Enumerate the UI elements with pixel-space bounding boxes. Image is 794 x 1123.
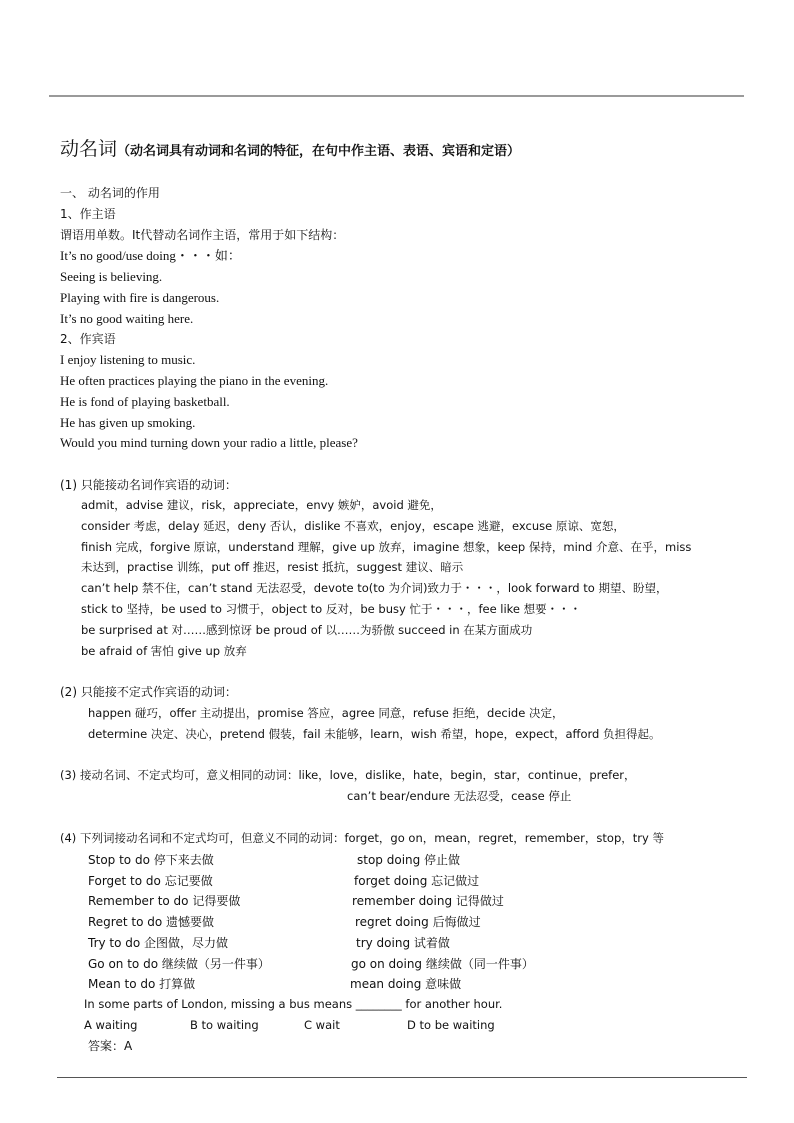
list-3-heading: (3) 接动名词、不定式均可，意义相同的动词：like，love，dislike，hate，begin，star，continue，prefer， — [60, 768, 636, 782]
pair-right: regret doing 后悔做过 — [355, 915, 481, 929]
example-line: Would you mind turning down your radio a little, please? — [60, 435, 358, 450]
option-c: C wait — [304, 1018, 340, 1032]
option-b: B to waiting — [190, 1018, 259, 1032]
list-2-line: happen 碰巧，offer 主动提出，promise 答应，agree 同意，refuse 拒绝，decide 决定， — [88, 706, 564, 720]
list-1-line: be surprised at 对……感到惊讶 be proud of 以……为骄傲 succeed in 在某方面成功 — [81, 623, 533, 637]
list-1-line: 未达到，practise 训练，put off 推迟，resist 抵抗，suggest 建议、暗示 — [81, 560, 464, 574]
pair-left: Try to do 企图做，尽力做 — [88, 936, 229, 950]
pair-left: Stop to do 停下来去做 — [88, 853, 214, 867]
title-subtitle: （动名词具有动词和名词的特征，在句中作主语、表语、宾语和定语） — [117, 144, 521, 159]
pair-left: Remember to do 记得要做 — [88, 894, 241, 908]
example-line: He is fond of playing basketball. — [60, 394, 230, 409]
list-4-heading: (4) 下列词接动名词和不定式均可，但意义不同的动词：forget，go on，mean，regret，remember，stop，try 等 — [60, 831, 664, 845]
option-a: A waiting — [84, 1018, 138, 1032]
footer-rule — [57, 1077, 747, 1078]
list-1-line: stick to 坚持，be used to 习惯于，object to 反对，be busy 忙于・・・，fee like 想要・・・ — [81, 602, 582, 616]
example-line: Seeing is believing. — [60, 269, 163, 284]
pair-right: forget doing 忘记做过 — [354, 874, 480, 888]
pair-left: Forget to do 忘记要做 — [88, 874, 213, 888]
pair-right: stop doing 停止做 — [357, 853, 461, 867]
example-line: He has given up smoking. — [60, 415, 196, 430]
list-2-line: determine 决定、决心，pretend 假装，fail 未能够，learn，wish 希望，hope，expect，afford 负担得起。 — [88, 727, 661, 741]
list-1-line: finish 完成，forgive 原谅，understand 理解，give up 放弃，imagine 想象，keep 保持，mind 介意、在乎，miss — [81, 540, 692, 554]
title-main: 动名词 — [60, 138, 118, 160]
subsection-1-desc: 谓语用单数。It代替动名词作主语，常用于如下结构： — [60, 228, 345, 242]
example-line: Playing with fire is dangerous. — [60, 290, 220, 305]
example-line: It’s no good waiting here. — [60, 311, 194, 326]
section-heading: 一、 动名词的作用 — [60, 186, 160, 200]
pair-left: Regret to do 遗憾要做 — [88, 915, 215, 929]
list-1-line: can’t help 禁不住，can’t stand 无法忍受，devote to(to 为介词)致力于・・・，look forward to 期望、盼望， — [81, 581, 668, 595]
subsection-1-title: 1、作主语 — [60, 207, 116, 221]
list-1-line: admit，advise 建议，risk，appreciate，envy 嫉妒，avoid 避免， — [81, 498, 442, 512]
subsection-2-title: 2、作宾语 — [60, 332, 116, 346]
example-line: He often practices playing the piano in the evening. — [60, 373, 329, 388]
header-rule — [49, 95, 744, 97]
example-line: It’s no good/use doing・・・如： — [60, 248, 241, 263]
list-2-heading: (2) 只能接不定式作宾语的动词： — [60, 685, 237, 699]
list-1-heading: (1) 只能接动名词作宾语的动词： — [60, 478, 237, 492]
list-1-line: be afraid of 害怕 give up 放弃 — [81, 644, 247, 658]
pair-left: Mean to do 打算做 — [88, 977, 196, 991]
pair-right: mean doing 意味做 — [350, 977, 462, 991]
pair-left: Go on to do 继续做（另一件事） — [88, 957, 270, 971]
page-title — [60, 134, 520, 161]
answer: 答案：A — [88, 1039, 133, 1053]
pair-right: go on doing 继续做（同一件事） — [351, 957, 534, 971]
exercise-question: In some parts of London, missing a bus means ________ for another hour. — [84, 997, 503, 1011]
list-1-line: consider 考虑，delay 延迟，deny 否认，dislike 不喜欢，enjoy，escape 逃避，excuse 原谅、宽恕， — [81, 519, 625, 533]
pair-right: try doing 试着做 — [356, 936, 450, 950]
option-d: D to be waiting — [407, 1018, 495, 1032]
list-3-line: can’t bear/endure 无法忍受，cease 停止 — [347, 789, 572, 803]
example-line: I enjoy listening to music. — [60, 352, 196, 367]
pair-right: remember doing 记得做过 — [352, 894, 504, 908]
